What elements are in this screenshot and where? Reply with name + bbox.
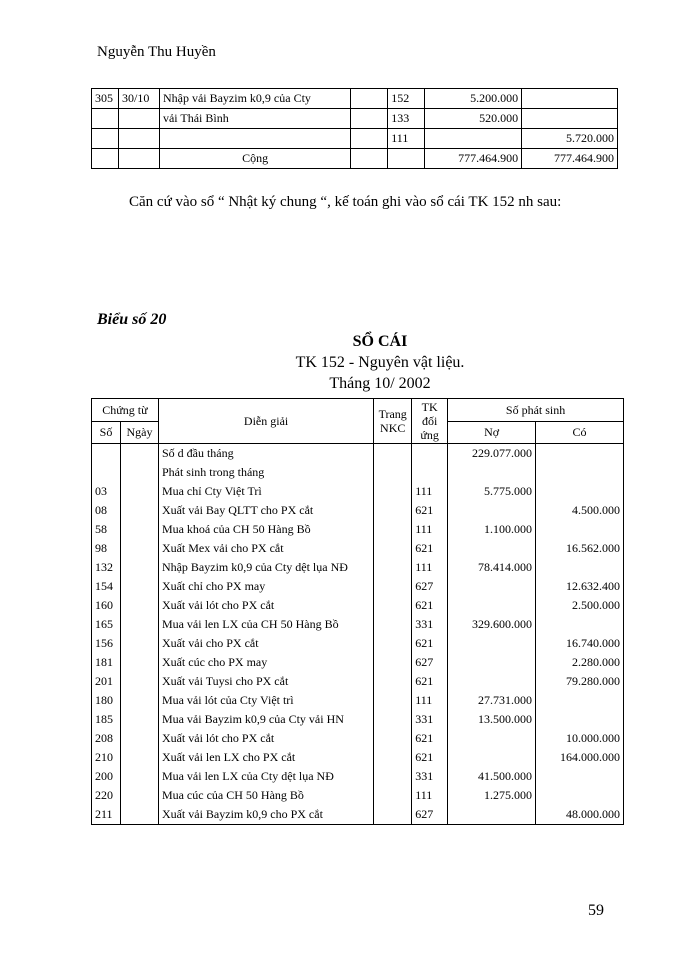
cell-so: 200 [92,767,121,786]
cell-no: 520.000 [425,109,522,129]
header-trang-nkc [374,399,412,444]
cell-empty [351,149,388,169]
cell-trang [374,444,412,464]
table-row [92,748,624,767]
total-co: 777.464.900 [522,149,618,169]
cell-ngay [120,596,158,615]
cell-co [536,786,624,805]
header-so-phat-sinh: Số phát sinh [448,399,624,422]
cell-dien-giai: Xuất vải Bayzim k0,9 cho PX cắt [158,805,373,825]
cell-trang [374,634,412,653]
table-row [92,634,624,653]
cell-no: 41.500.000 [448,767,536,786]
cell-no [448,634,536,653]
table-row [92,463,624,482]
header-tk-doi-ung [412,399,448,444]
cell-tk [412,463,448,482]
cell-so [92,463,121,482]
cell-so: 03 [92,482,121,501]
cell-co: 48.000.000 [536,805,624,825]
cell-co [536,558,624,577]
cell-dien-giai: Xuất vải Bay QLTT cho PX cắt [158,501,373,520]
cell-co [536,767,624,786]
cell-co: 2.280.000 [536,653,624,672]
table-row [92,539,624,558]
cell-so: 132 [92,558,121,577]
cell-tk: 152 [388,89,425,109]
cell-trang [374,748,412,767]
table-row [92,786,624,805]
ledger-subtitle: TK 152 - Nguyên vật liệu. [295,354,465,371]
cell-dien-giai: Mua chỉ Cty Việt Trì [158,482,373,501]
table-row [92,653,624,672]
cell-ngay [120,653,158,672]
cell-tk: 111 [412,786,448,805]
cell-no [448,596,536,615]
cell-trang [374,691,412,710]
header-dien-giai: Diễn giải [158,399,373,444]
cell-no [425,129,522,149]
header-nkc: NKC [380,421,406,435]
cell-co [522,109,618,129]
cell-dien-giai: Mua vải lót của Cty Việt trì [158,691,373,710]
table-row [92,596,624,615]
cell-no [448,539,536,558]
cell-so: 201 [92,672,121,691]
table-row [92,129,618,149]
cell-ngay [118,109,159,129]
author-header: Nguyễn Thu Huyền [97,44,216,60]
cell-blank [351,129,388,149]
cell-co [536,520,624,539]
cell-co: 10.000.000 [536,729,624,748]
cell-tk: 621 [412,634,448,653]
cell-so: 185 [92,710,121,729]
cell-ngay [120,463,158,482]
cell-trang [374,501,412,520]
cell-blank [351,89,388,109]
cell-so [92,444,121,464]
cell-tk: 111 [412,482,448,501]
cell-tk: 331 [412,615,448,634]
table-row [92,520,624,539]
cell-ngay [118,129,159,149]
cell-tk: 621 [412,729,448,748]
table-row [92,805,624,825]
cell-trang [374,805,412,825]
cell-dien-giai: Mua vải len LX của CH 50 Hàng Bồ [158,615,373,634]
cell-trang [374,539,412,558]
cell-ngay [120,748,158,767]
cell-so: 220 [92,786,121,805]
table-row [92,672,624,691]
cell-tk: 621 [412,501,448,520]
cell-so: 08 [92,501,121,520]
cell-co: 12.632.400 [536,577,624,596]
header-tk-line2: đối [421,414,438,428]
cell-ngay [120,501,158,520]
cell-co [536,482,624,501]
cell-tk: 111 [388,129,425,149]
cell-trang [374,786,412,805]
cell-dien-giai: vải Thái Bình [159,109,350,129]
cell-ngay [120,786,158,805]
cell-co [536,463,624,482]
cell-co: 2.500.000 [536,596,624,615]
cell-tk: 621 [412,596,448,615]
cell-no: 78.414.000 [448,558,536,577]
table-row [92,577,624,596]
total-row [92,149,618,169]
header-no: Nợ [448,421,536,444]
cell-no: 1.275.000 [448,786,536,805]
cell-so: 211 [92,805,121,825]
cell-co: 164.000.000 [536,748,624,767]
cell-dien-giai: Xuất vải lót cho PX cắt [158,596,373,615]
ledger-period: Tháng 10/ 2002 [329,375,431,392]
cell-ngay [120,672,158,691]
table-row [92,501,624,520]
cell-trang [374,558,412,577]
cell-dien-giai: Mua vải len LX của Cty dệt lụa NĐ [158,767,373,786]
cell-dien-giai: Nhập vải Bayzim k0,9 của Cty [159,89,350,109]
cell-co [536,444,624,464]
cell-ngay [120,444,158,464]
header-co: Có [536,421,624,444]
cell-tk: 111 [412,520,448,539]
header-trang: Trang [378,407,407,421]
cell-trang [374,653,412,672]
cell-dien-giai: Mua vải Bayzim k0,9 của Cty vải HN [158,710,373,729]
cell-dien-giai: Số d đầu tháng [158,444,373,464]
cell-trang [374,615,412,634]
cell-ngay [120,710,158,729]
table-row [92,710,624,729]
cell-dien-giai [159,129,350,149]
cell-no [448,672,536,691]
cell-dien-giai: Xuất vải lót cho PX cắt [158,729,373,748]
cell-no [448,577,536,596]
cell-tk: 111 [412,691,448,710]
cell-so: 58 [92,520,121,539]
cell-dien-giai: Xuất vải len LX cho PX cắt [158,748,373,767]
cell-no: 329.600.000 [448,615,536,634]
cell-so: 305 [92,89,119,109]
cell-ngay: 30/10 [118,89,159,109]
cell-trang [374,463,412,482]
cell-no: 13.500.000 [448,710,536,729]
cell-dien-giai: Xuất Mex vải cho PX cắt [158,539,373,558]
cell-no [448,501,536,520]
cell-so: 156 [92,634,121,653]
cell-tk: 621 [412,672,448,691]
table-row [92,444,624,464]
cell-ngay [120,634,158,653]
table-row [92,767,624,786]
cell-dien-giai: Xuất vải Tuysi cho PX cắt [158,672,373,691]
cell-dien-giai: Xuất chỉ cho PX may [158,577,373,596]
header-tk-line3: ứng [420,428,439,442]
table-row [92,558,624,577]
cell-so: 181 [92,653,121,672]
cell-ngay [120,558,158,577]
cell-ngay [120,577,158,596]
table-row [92,89,618,109]
cell-dien-giai: Xuất cúc cho PX may [158,653,373,672]
table-row [92,482,624,501]
header-chung-tu: Chứng từ [92,399,159,422]
cell-no: 1.100.000 [448,520,536,539]
figure-label: Biểu số 20 [97,311,167,328]
cell-no [448,653,536,672]
cell-co: 5.720.000 [522,129,618,149]
cell-no: 229.077.000 [448,444,536,464]
cell-empty [92,149,119,169]
cell-trang [374,672,412,691]
cell-co: 79.280.000 [536,672,624,691]
total-no: 777.464.900 [425,149,522,169]
cell-dien-giai: Mua cúc của CH 50 Hàng Bồ [158,786,373,805]
cell-trang [374,767,412,786]
table-row [92,615,624,634]
cell-co: 16.562.000 [536,539,624,558]
cell-co [522,89,618,109]
intro-paragraph: Căn cứ vào sổ “ Nhật ký chung “, kế toán ghi vào sổ cái TK 152 nh sau: [129,194,562,210]
ledger-table [91,398,624,825]
cell-trang [374,520,412,539]
cell-no: 27.731.000 [448,691,536,710]
cell-ngay [120,482,158,501]
cell-co [536,615,624,634]
cell-no: 5.200.000 [425,89,522,109]
cell-dien-giai: Mua khoá của CH 50 Hàng Bồ [158,520,373,539]
cell-ngay [120,805,158,825]
cell-so [92,109,119,129]
cell-so: 180 [92,691,121,710]
cell-ngay [120,615,158,634]
cell-ngay [120,767,158,786]
cell-dien-giai: Xuất vải cho PX cắt [158,634,373,653]
cell-trang [374,596,412,615]
cell-so: 160 [92,596,121,615]
ledger-title: SỔ CÁI [352,333,408,350]
cell-so: 208 [92,729,121,748]
cell-tk: 627 [412,653,448,672]
cell-ngay [120,729,158,748]
cell-trang [374,577,412,596]
cell-ngay [120,539,158,558]
header-ngay: Ngày [120,421,158,444]
cell-tk: 627 [412,805,448,825]
cell-blank [351,109,388,129]
table-row [92,691,624,710]
cell-trang [374,710,412,729]
cell-co [536,691,624,710]
cell-tk: 627 [412,577,448,596]
page-number: 59 [588,902,604,919]
cell-no [448,463,536,482]
cell-tk: 331 [412,767,448,786]
cell-tk: 331 [412,710,448,729]
cell-trang [374,729,412,748]
table-row [92,109,618,129]
cell-tk: 133 [388,109,425,129]
cell-tk: 621 [412,539,448,558]
cell-ngay [120,691,158,710]
cell-so: 210 [92,748,121,767]
table-row [92,729,624,748]
cell-tk: 111 [412,558,448,577]
cell-co: 4.500.000 [536,501,624,520]
cell-no: 5.775.000 [448,482,536,501]
cell-empty [388,149,425,169]
cell-co [536,710,624,729]
cell-tk [412,444,448,464]
cell-so: 165 [92,615,121,634]
cell-trang [374,482,412,501]
cell-tk: 621 [412,748,448,767]
cell-so [92,129,119,149]
cell-co: 16.740.000 [536,634,624,653]
total-label: Cộng [159,149,350,169]
header-tk-line1: TK [421,400,438,414]
journal-continuation-table [91,88,618,169]
cell-empty [118,149,159,169]
header-so: Số [92,421,121,444]
cell-no [448,805,536,825]
cell-so: 154 [92,577,121,596]
cell-no [448,729,536,748]
cell-dien-giai: Nhập Bayzim k0,9 của Cty dệt lụa NĐ [158,558,373,577]
cell-so: 98 [92,539,121,558]
cell-no [448,748,536,767]
cell-ngay [120,520,158,539]
cell-dien-giai: Phát sinh trong tháng [158,463,373,482]
